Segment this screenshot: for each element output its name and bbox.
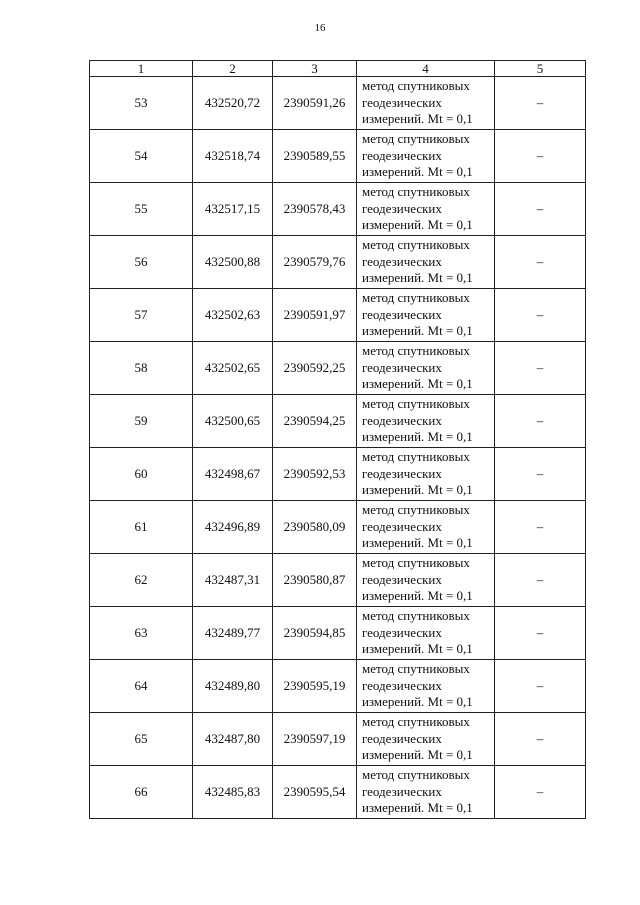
method-cell [357, 607, 495, 660]
point-number-cell: 55 [90, 183, 193, 236]
point-number-cell: 60 [90, 448, 193, 501]
x-coordinate-cell: 432518,74 [193, 130, 273, 183]
method-line: метод спутниковых [362, 555, 470, 571]
table-row [90, 342, 586, 395]
method-line: геодезических [362, 730, 442, 746]
method-line: измерений. Mt = 0,1 [362, 482, 473, 498]
point-number-cell: 62 [90, 554, 193, 607]
method-line: измерений. Mt = 0,1 [362, 323, 473, 339]
method-line: измерений. Mt = 0,1 [362, 164, 473, 180]
x-coordinate-cell: 432517,15 [193, 183, 273, 236]
method-cell [357, 236, 495, 289]
table-row [90, 77, 586, 130]
method-line: метод спутниковых [362, 661, 470, 677]
y-coordinate-cell: 2390591,26 [273, 77, 357, 130]
table-row [90, 766, 586, 819]
point-number-cell: 53 [90, 77, 193, 130]
method-line: метод спутниковых [362, 767, 470, 783]
note-cell: – [495, 448, 586, 501]
method-line: метод спутниковых [362, 502, 470, 518]
method-line: геодезических [362, 359, 442, 375]
note-cell: – [495, 501, 586, 554]
method-line: измерений. Mt = 0,1 [362, 535, 473, 551]
method-cell [357, 395, 495, 448]
point-number-cell: 59 [90, 395, 193, 448]
method-cell [357, 554, 495, 607]
method-line: измерений. Mt = 0,1 [362, 747, 473, 763]
method-line: метод спутниковых [362, 237, 470, 253]
y-coordinate-cell: 2390589,55 [273, 130, 357, 183]
coordinates-table [89, 60, 586, 819]
table-row [90, 289, 586, 342]
note-cell: – [495, 713, 586, 766]
point-number-cell: 64 [90, 660, 193, 713]
column-header-2: 2 [193, 61, 273, 77]
x-coordinate-cell: 432502,63 [193, 289, 273, 342]
method-cell [357, 130, 495, 183]
method-line: метод спутниковых [362, 396, 470, 412]
method-cell [357, 289, 495, 342]
table-header-row [90, 61, 586, 77]
x-coordinate-cell: 432500,65 [193, 395, 273, 448]
y-coordinate-cell: 2390592,53 [273, 448, 357, 501]
method-line: измерений. Mt = 0,1 [362, 800, 473, 816]
note-cell: – [495, 183, 586, 236]
method-line: метод спутниковых [362, 449, 470, 465]
table-body [90, 77, 586, 819]
method-line: геодезических [362, 147, 442, 163]
point-number-cell: 57 [90, 289, 193, 342]
method-line: метод спутниковых [362, 184, 470, 200]
table-row [90, 130, 586, 183]
point-number-cell: 58 [90, 342, 193, 395]
x-coordinate-cell: 432496,89 [193, 501, 273, 554]
table-row [90, 183, 586, 236]
point-number-cell: 63 [90, 607, 193, 660]
table-row [90, 607, 586, 660]
method-cell [357, 766, 495, 819]
note-cell: – [495, 554, 586, 607]
column-header-4: 4 [357, 61, 495, 77]
point-number-cell: 56 [90, 236, 193, 289]
note-cell: – [495, 236, 586, 289]
x-coordinate-cell: 432498,67 [193, 448, 273, 501]
table-row [90, 501, 586, 554]
y-coordinate-cell: 2390591,97 [273, 289, 357, 342]
x-coordinate-cell: 432500,88 [193, 236, 273, 289]
y-coordinate-cell: 2390592,25 [273, 342, 357, 395]
method-line: геодезических [362, 465, 442, 481]
method-line: измерений. Mt = 0,1 [362, 217, 473, 233]
column-header-5: 5 [495, 61, 586, 77]
x-coordinate-cell: 432485,83 [193, 766, 273, 819]
method-cell [357, 77, 495, 130]
note-cell: – [495, 766, 586, 819]
note-cell: – [495, 289, 586, 342]
method-line: геодезических [362, 94, 442, 110]
note-cell: – [495, 607, 586, 660]
y-coordinate-cell: 2390579,76 [273, 236, 357, 289]
method-cell [357, 501, 495, 554]
method-line: геодезических [362, 412, 442, 428]
method-line: геодезических [362, 571, 442, 587]
x-coordinate-cell: 432489,77 [193, 607, 273, 660]
method-line: измерений. Mt = 0,1 [362, 376, 473, 392]
method-line: геодезических [362, 624, 442, 640]
point-number-cell: 54 [90, 130, 193, 183]
method-line: измерений. Mt = 0,1 [362, 694, 473, 710]
method-line: метод спутниковых [362, 78, 470, 94]
point-number-cell: 65 [90, 713, 193, 766]
x-coordinate-cell: 432502,65 [193, 342, 273, 395]
y-coordinate-cell: 2390594,85 [273, 607, 357, 660]
note-cell: – [495, 77, 586, 130]
table-row [90, 448, 586, 501]
method-line: метод спутниковых [362, 131, 470, 147]
y-coordinate-cell: 2390595,19 [273, 660, 357, 713]
method-line: измерений. Mt = 0,1 [362, 588, 473, 604]
method-cell [357, 713, 495, 766]
y-coordinate-cell: 2390595,54 [273, 766, 357, 819]
x-coordinate-cell: 432520,72 [193, 77, 273, 130]
column-header-1: 1 [90, 61, 193, 77]
method-line: геодезических [362, 200, 442, 216]
table-row [90, 395, 586, 448]
column-header-3: 3 [273, 61, 357, 77]
x-coordinate-cell: 432487,31 [193, 554, 273, 607]
table-row [90, 554, 586, 607]
table-row [90, 713, 586, 766]
method-line: измерений. Mt = 0,1 [362, 429, 473, 445]
method-line: метод спутниковых [362, 608, 470, 624]
note-cell: – [495, 130, 586, 183]
point-number-cell: 66 [90, 766, 193, 819]
y-coordinate-cell: 2390580,09 [273, 501, 357, 554]
method-line: геодезических [362, 518, 442, 534]
method-cell [357, 183, 495, 236]
method-line: измерений. Mt = 0,1 [362, 641, 473, 657]
x-coordinate-cell: 432489,80 [193, 660, 273, 713]
method-line: метод спутниковых [362, 714, 470, 730]
method-line: измерений. Mt = 0,1 [362, 270, 473, 286]
method-cell [357, 448, 495, 501]
method-cell [357, 342, 495, 395]
x-coordinate-cell: 432487,80 [193, 713, 273, 766]
y-coordinate-cell: 2390580,87 [273, 554, 357, 607]
table-row [90, 236, 586, 289]
table-row [90, 660, 586, 713]
method-line: измерений. Mt = 0,1 [362, 111, 473, 127]
method-cell [357, 660, 495, 713]
page-number: 16 [314, 22, 326, 34]
method-line: метод спутниковых [362, 343, 470, 359]
method-line: геодезических [362, 253, 442, 269]
method-line: метод спутниковых [362, 290, 470, 306]
method-line: геодезических [362, 677, 442, 693]
y-coordinate-cell: 2390578,43 [273, 183, 357, 236]
point-number-cell: 61 [90, 501, 193, 554]
y-coordinate-cell: 2390594,25 [273, 395, 357, 448]
note-cell: – [495, 342, 586, 395]
method-line: геодезических [362, 783, 442, 799]
note-cell: – [495, 660, 586, 713]
method-line: геодезических [362, 306, 442, 322]
y-coordinate-cell: 2390597,19 [273, 713, 357, 766]
note-cell: – [495, 395, 586, 448]
